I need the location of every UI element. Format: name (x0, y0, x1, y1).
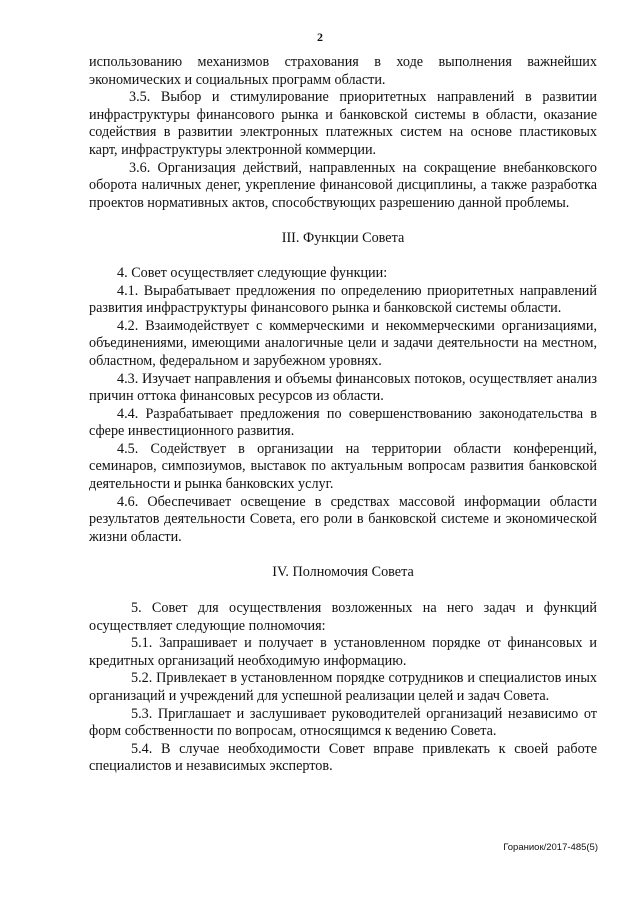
paragraph-4: 4. Совет осуществляет следующие функции: (117, 264, 388, 281)
paragraph-4-6: 4.6. Обеспечивает освещение в средствах массовой информации области результатов деятельности Совета, его роли в банковской системе и экономической жизни области. (89, 493, 597, 545)
paragraph-3-5: 3.5. Выбор и стимулирование приоритетных направлений в развитии инфраструктуры финансового рынка и банковской системы в области, оказание содействия в развитии электронных платежных систем на основе пластиковых карт, инфраструктуры электронной коммерции. (89, 89, 597, 158)
paragraph-5-1: 5.1. Запрашивает и получает в установленном порядке от финансовых и кредитных организаций необходимую информацию. (89, 635, 597, 669)
document-body (89, 54, 597, 776)
paragraph-5-4: 5.4. В случае необходимости Совет вправе привлекать к своей работе специалистов и независимых экспертов. (89, 740, 597, 775)
paragraph-5-3: 5.3. Приглашает и заслушивает руководителей организаций независимо от форм собственности по вопросам, относящимся к ведению Совета. (89, 705, 597, 740)
section-heading-functions: III. Функции Совета (281, 230, 405, 247)
paragraph-4-3: 4.3. Изучает направления и объемы финансовых потоков, осуществляет анализ причин оттока финансовых ресурсов из области. (89, 370, 597, 405)
page-number: 2 (317, 30, 323, 44)
paragraph-3-6: 3.6. Организация действий, направленных на сокращение внебанковского оборота наличных денег, укрепление финансовой дисциплины, а также разработка проектов нормативных актов, способствующих разрешению данной проблемы. (89, 159, 597, 211)
paragraph-4-5: 4.5. Содействует в организации на территории области конференций, семинаров, симпозиумов, выставок по актуальным вопросам развития банковской деятельности и рынка банковских услуг. (89, 440, 597, 493)
paragraph-4-4: 4.4. Разрабатывает предложения по совершенствованию законодательства в сфере инвестиционного развития. (89, 405, 597, 440)
document-reference-code: Гораниок/2017-485(5) (503, 842, 598, 853)
paragraph-5: 5. Совет для осуществления возложенных на него задач и функций осуществляет следующие полномочия: (89, 600, 597, 634)
paragraph-4-2: 4.2. Взаимодействует с коммерческими и некоммерческими организациями, объединениями, имеющими аналогичные цели и задачи деятельности на местном, областном, федеральном и зарубежном уровнях. (89, 317, 597, 369)
paragraph-5-2: 5.2. Привлекает в установленном порядке сотрудников и специалистов иных организаций и учреждений для успешной реализации целей и задач Совета. (89, 670, 597, 704)
section-heading-powers: IV. Полномочия Совета (272, 564, 414, 581)
paragraph-4-1: 4.1. Вырабатывает предложения по определению приоритетных направлений развития инфраструктуры финансового рынка и банковской системы области. (89, 282, 597, 317)
paragraph-continuation: использованию механизмов страхования в ходе выполнения важнейших экономических и социальных программ области. (89, 54, 597, 88)
